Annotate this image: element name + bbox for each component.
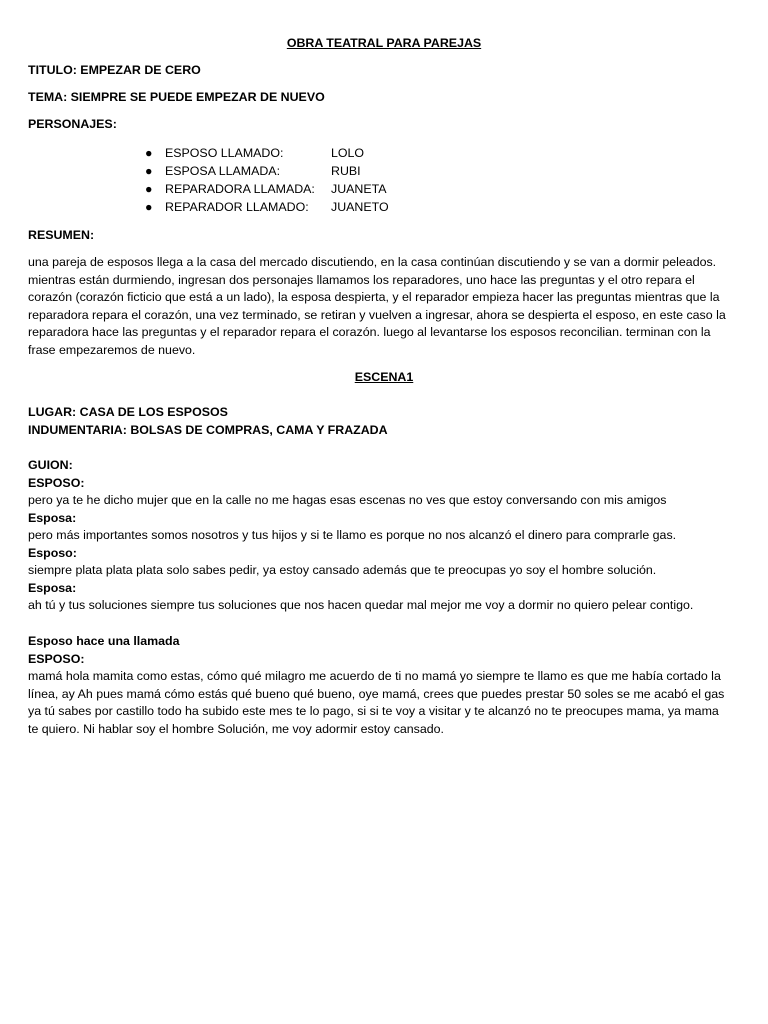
character-name: JUANETA (331, 182, 387, 196)
dialogue-line: ya tú sabes por castillo todo ha subido este mes te lo pago, si si te voy a visitar y te alcanzó no te preocupes mama, ya mama (28, 704, 719, 719)
stage-direction: Esposo hace una llamada (28, 634, 180, 648)
resumen-line: reparadora hace las preguntas y el reparador repara el corazón. luego al levantarse los esposos reconcilian. terminan con la (28, 325, 711, 340)
resumen-line: frase empezaremos de nuevo. (28, 342, 196, 357)
dialogue-line: mamá hola mamita como estas, cómo qué milagro me acuerdo de ti no mamá yo siempre te llamo es que me había cortado la (28, 669, 721, 683)
character-name: RUBI (331, 164, 361, 178)
character-name: JUANETO (331, 200, 389, 214)
speaker-label: Esposa: (28, 581, 77, 595)
speaker-label: ESPOSO: (28, 652, 85, 666)
character-item (145, 180, 387, 198)
resumen-line: reparadora repara el corazón, una vez terminado, se retiran y vuelven a ingresar, ahora se despierta el esposo, en este caso la (28, 307, 726, 322)
bullet-icon: ● (145, 182, 153, 196)
speaker-label: ESPOSO: (28, 476, 85, 490)
character-role: ESPOSA LLAMADA: (165, 164, 281, 178)
dialogue-paragraph (28, 668, 750, 738)
guion-label: GUION: (28, 458, 73, 472)
bullet-icon: ● (145, 200, 153, 214)
tema-line: TEMA: SIEMPRE SE PUEDE EMPEZAR DE NUEVO (28, 90, 325, 104)
titulo-line: TITULO: EMPEZAR DE CERO (28, 63, 201, 77)
document-title: OBRA TEATRAL PARA PAREJAS (286, 36, 482, 50)
dialogue-line: pero ya te he dicho mujer que en la calle no me hagas esas escenas no ves que estoy conversando con mis amigos (28, 493, 667, 507)
personajes-label: PERSONAJES: (28, 117, 117, 131)
resumen-line: mientras están durmiendo, ingresan dos personajes llamamos los reparadores, uno hace las preguntas y el otro repara el (28, 272, 695, 287)
character-name: LOLO (331, 146, 365, 160)
speaker-label: Esposo: (28, 546, 77, 560)
resumen-label: RESUMEN: (28, 228, 95, 242)
character-role: ESPOSO LLAMADO: (165, 146, 284, 160)
resumen-paragraph (28, 254, 750, 360)
lugar-line: LUGAR: CASA DE LOS ESPOSOS (28, 405, 228, 419)
character-item (145, 162, 361, 180)
dialogue-line: ah tú y tus soluciones siempre tus soluciones que nos hacen quedar mal mejor me voy a dormir no quiero pelear contigo. (28, 598, 694, 612)
dialogue-line: línea, ay Ah pues mamá cómo estás qué bueno qué bueno, oye mamá, crees que puedes prestar 50 soles se me acabó el gas (28, 686, 725, 701)
character-role: REPARADORA LLAMADA: (165, 182, 315, 196)
character-item (145, 198, 389, 216)
indumentaria-line: INDUMENTARIA: BOLSAS DE COMPRAS, CAMA Y FRAZADA (28, 423, 388, 437)
dialogue-line: te quiero. Ni hablar soy el hombre Solución, me voy adormir estoy cansado. (28, 721, 444, 736)
resumen-line: corazón (corazón ficticio que está a un lado), la esposa despierta, y el reparador empieza hacer las preguntas mientras que la (28, 290, 720, 305)
bullet-icon: ● (145, 146, 153, 160)
dialogue-line: pero más importantes somos nosotros y tus hijos y si te llamo es porque no nos alcanzó el dinero para comprarle gas. (28, 528, 677, 542)
speaker-label: Esposa: (28, 511, 77, 525)
bullet-icon: ● (145, 164, 153, 178)
resumen-line: una pareja de esposos llega a la casa del mercado discutiendo, en la casa continúan discutiendo y se van a dormir peleados. (28, 255, 717, 269)
dialogue-line: siempre plata plata plata solo sabes pedir, ya estoy cansado además que te preocupas yo soy el hombre solución. (28, 563, 657, 577)
character-item (145, 144, 364, 162)
character-role: REPARADOR LLAMADO: (165, 200, 309, 214)
escena-title: ESCENA1 (354, 370, 414, 384)
